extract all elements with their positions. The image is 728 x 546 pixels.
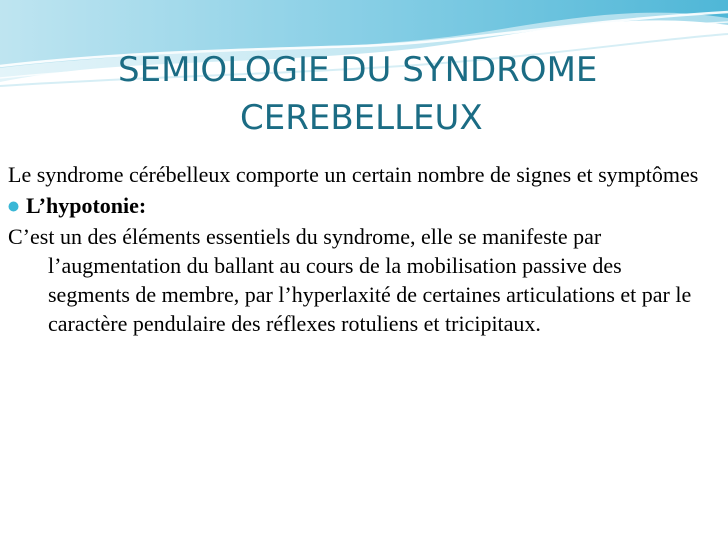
body-paragraph: C’est un des éléments essentiels du syndrome, elle se manifeste par l’augmentation du ballant au cours de la mobilisation passive des segments de membre, par l’hyperlaxité de certaines articulations et par le caractère pendulaire des réflexes rotuliens et tricipitaux.	[8, 224, 692, 336]
circle-bullet-icon	[8, 201, 19, 212]
intro-paragraph: Le syndrome cérébelleux comporte un certain nombre de signes et symptômes	[8, 162, 699, 187]
slide-content	[0, 160, 700, 340]
slide-title-line-2: CEREBELLEUX	[240, 98, 483, 138]
bullet-item-hypotonie	[0, 191, 700, 220]
slide-title-line-1: SEMIOLOGIE DU SYNDROME	[118, 50, 598, 90]
slide-title	[0, 46, 728, 142]
bullet-heading: L’hypotonie:	[26, 193, 147, 218]
